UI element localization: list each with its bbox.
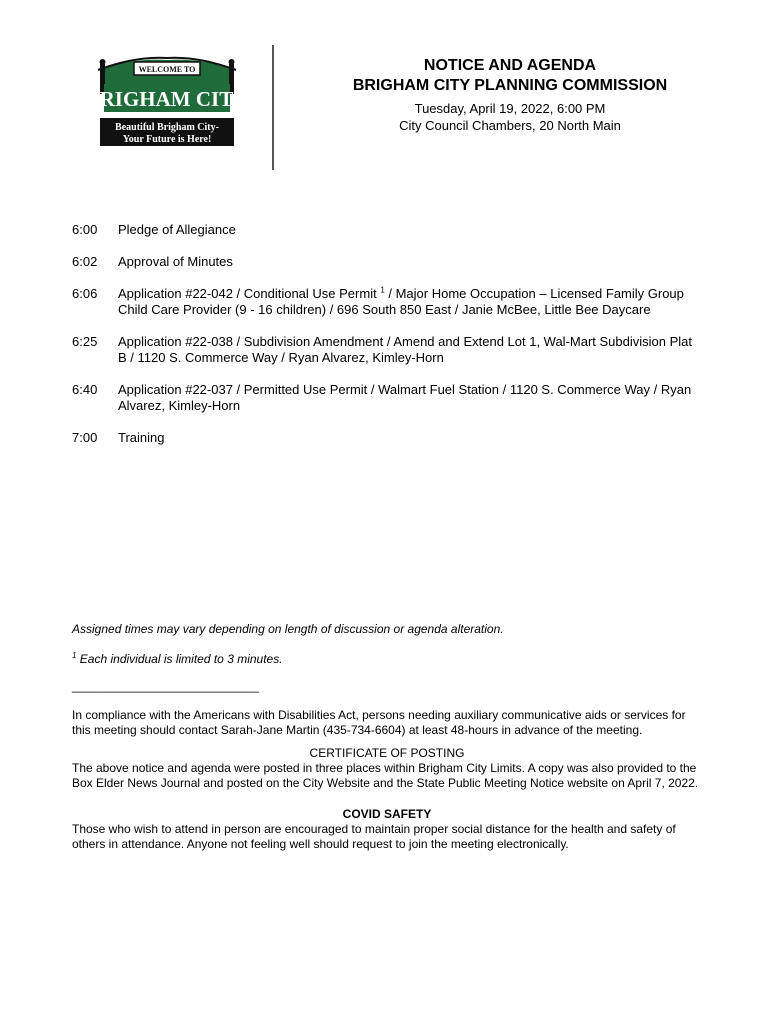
agenda-time: 7:00 bbox=[72, 430, 98, 445]
agenda-time: 6:06 bbox=[72, 286, 98, 301]
document-title: NOTICE AND AGENDA bbox=[423, 57, 597, 74]
agenda-text: Pledge of Allegiance bbox=[118, 222, 236, 237]
agenda-text: Application #22-038 / Subdivision Amendment / Amend and Extend Lot 1, Wal-Mart Subdivision Plat B / 1120 S. Commerce Way / Ryan Alvarez, Kimley-Horn bbox=[118, 334, 693, 365]
certificate-heading: CERTIFICATE OF POSTING bbox=[309, 746, 465, 760]
ada-notice: In compliance with the Americans with Disabilities Act, persons needing auxiliary communicative aids or services for this meeting should contact Sarah-Jane Martin (435-734-6604) at least 48-hours in advance of the meeting. bbox=[72, 708, 686, 737]
logo-city-name: BRIGHAM CITY bbox=[85, 87, 249, 111]
agenda-text-part: Application #22-042 / Conditional Use Permit bbox=[118, 286, 381, 301]
footnote-text: Each individual is limited to 3 minutes. bbox=[76, 652, 283, 666]
agenda-item bbox=[72, 254, 692, 270]
brigham-city-logo bbox=[85, 56, 249, 148]
agenda-time: 6:00 bbox=[72, 222, 98, 237]
agenda-item bbox=[72, 286, 692, 318]
agenda-time: 6:25 bbox=[72, 334, 98, 349]
agenda-time: 6:02 bbox=[72, 254, 98, 269]
logo-tagline-2: Your Future is Here! bbox=[122, 134, 212, 145]
agenda-item bbox=[72, 334, 692, 366]
logo-welcome-text: WELCOME TO bbox=[138, 65, 196, 74]
footnote-marker: 1 bbox=[72, 651, 77, 660]
agenda-item bbox=[72, 222, 692, 238]
covid-text: Those who wish to attend in person are encouraged to maintain proper social distance for the health and safety of others in attendance. Anyone not feeling well should request to join the meeting electronically. bbox=[72, 822, 676, 851]
agenda-list bbox=[72, 222, 692, 462]
agenda-text: Application #22-037 / Permitted Use Permit / Walmart Fuel Station / 1120 S. Commerce Way / Ryan Alvarez, Kimley-Horn bbox=[118, 382, 692, 413]
agenda-item bbox=[72, 382, 692, 414]
footnote-marker: 1 bbox=[380, 285, 385, 295]
notes-section bbox=[72, 622, 702, 852]
agenda-text: Training bbox=[118, 430, 165, 445]
document-header bbox=[310, 56, 710, 134]
times-note: Assigned times may vary depending on length of discussion or agenda alteration. bbox=[72, 622, 504, 636]
covid-heading: COVID SAFETY bbox=[342, 807, 432, 821]
agenda-time: 6:40 bbox=[72, 382, 98, 397]
document-subtitle: BRIGHAM CITY PLANNING COMMISSION bbox=[352, 77, 668, 94]
separator-line: ____________________________ bbox=[72, 679, 259, 693]
agenda-item bbox=[72, 430, 692, 446]
logo-tagline-1: Beautiful Brigham City- bbox=[115, 122, 219, 133]
meeting-date-time: Tuesday, April 19, 2022, 6:00 PM bbox=[414, 101, 606, 116]
header-divider bbox=[272, 45, 274, 170]
footnote bbox=[72, 652, 702, 667]
agenda-text: Approval of Minutes bbox=[118, 254, 233, 269]
certificate-text: The above notice and agenda were posted in three places within Brigham City Limits. A copy was also provided to the Box Elder News Journal and posted on the City Website and the State Public Meeting Notice website on April 7, 2022. bbox=[72, 761, 699, 790]
agenda-text-part: / Major Home Occupation – Licensed Family Group Child Care Provider (9 - 16 children) / 696 South 850 East / Janie McBee, Little Bee Daycare bbox=[118, 286, 684, 317]
agenda-text bbox=[118, 286, 692, 318]
meeting-location: City Council Chambers, 20 North Main bbox=[399, 118, 621, 133]
